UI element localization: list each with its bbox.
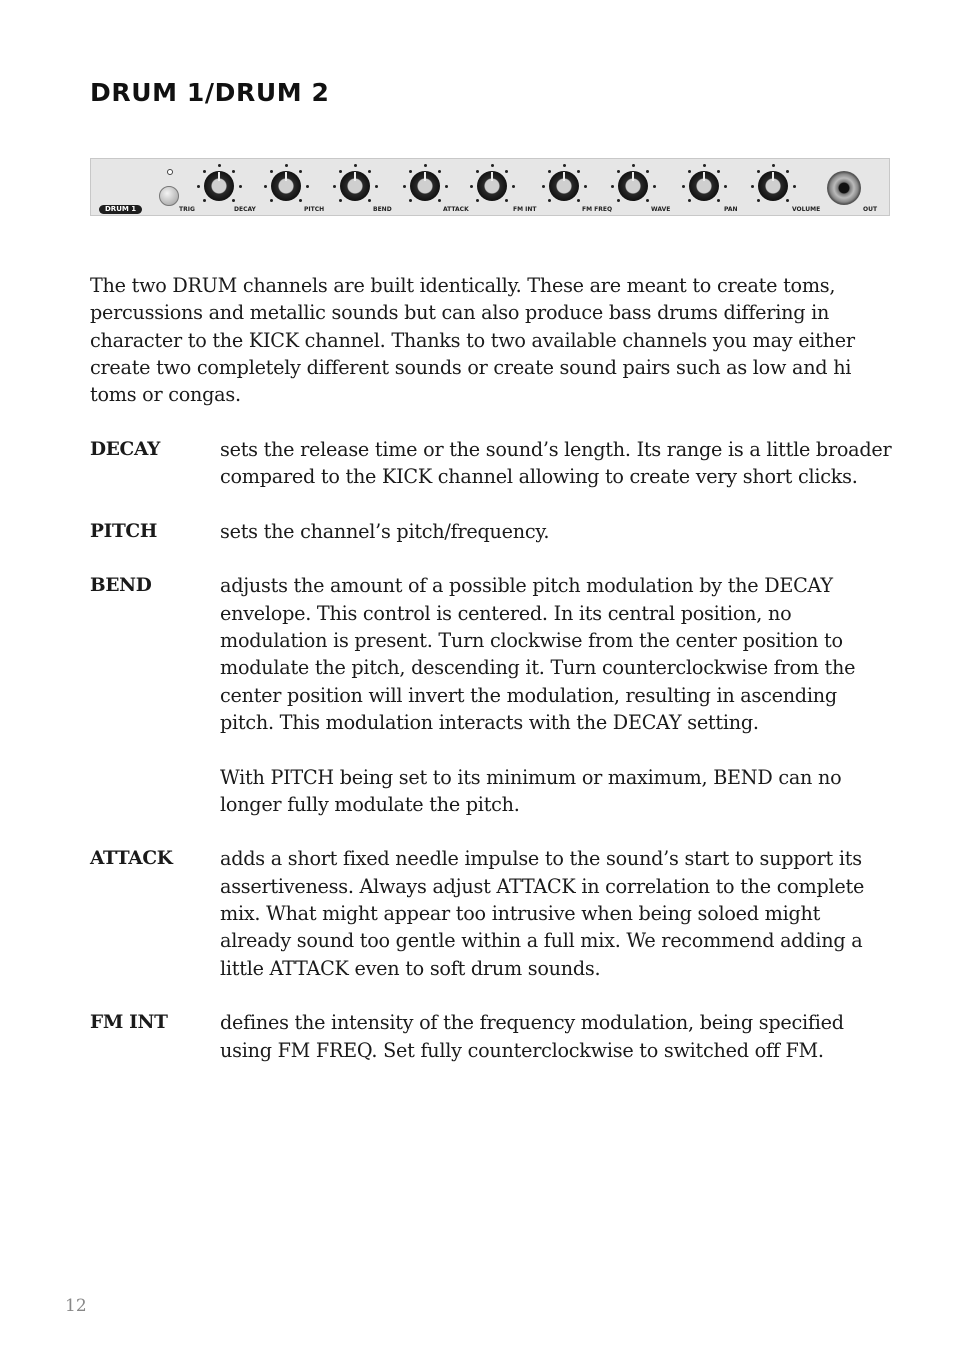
scale-dot: [476, 170, 479, 173]
scale-dot: [505, 199, 508, 202]
scale-dot: [438, 199, 441, 202]
pan-knob-icon: [689, 171, 719, 201]
scale-dot: [617, 170, 620, 173]
control-label-volume: VOLUME: [792, 206, 821, 213]
scale-dot: [470, 185, 473, 188]
scale-dot: [354, 164, 357, 167]
fm-int-knob-icon: [477, 171, 507, 201]
attack-knob-icon: [410, 171, 440, 201]
decay-knob-icon: [204, 171, 234, 201]
scale-dot: [632, 164, 635, 167]
control-label-bend: BEND: [373, 206, 392, 213]
scale-dot: [299, 199, 302, 202]
definition-term: ATTACK: [90, 848, 173, 870]
definition-list: [90, 436, 892, 1064]
scale-dot: [548, 199, 551, 202]
scale-dot: [688, 199, 691, 202]
control-label-decay: DECAY: [234, 206, 256, 213]
scale-dot: [577, 170, 580, 173]
scale-dot: [368, 199, 371, 202]
scale-dot: [653, 185, 656, 188]
wave-knob-icon: [618, 171, 648, 201]
scale-dot: [232, 199, 235, 202]
scale-dot: [577, 199, 580, 202]
scale-dot: [772, 164, 775, 167]
scale-dot: [548, 170, 551, 173]
scale-dot: [409, 170, 412, 173]
scale-dot: [203, 170, 206, 173]
scale-dot: [563, 164, 566, 167]
scale-dot: [239, 185, 242, 188]
scale-dot: [491, 164, 494, 167]
scale-dot: [611, 185, 614, 188]
definition-note: With PITCH being set to its minimum or maximum, BEND can no longer fully modulate the pitch.: [220, 765, 842, 816]
definition-text: adds a short fixed needle impulse to the sound’s start to support its assertiveness. Always adjust ATTACK in correlation to the complete mix. What might appear too intrusive when being soloed might already sound too gentle within a full mix. We recommend adding a little ATTACK even to soft drum sounds.: [220, 847, 865, 980]
led-icon: [167, 169, 173, 175]
definition-text: sets the channel’s pitch/frequency.: [220, 519, 550, 543]
definition-term: PITCH: [90, 520, 158, 542]
scale-dot: [646, 199, 649, 202]
scale-dot: [505, 170, 508, 173]
scale-dot: [584, 185, 587, 188]
intro-paragraph: The two DRUM channels are built identically. These are meant to create toms, percussions and metallic sounds but can also produce bass drums differing in character to the KICK channel. Thanks to two available channels you may either create two completely different sounds or create sound pairs such as low and hi toms or congas.: [90, 274, 855, 407]
definition-term: BEND: [90, 575, 152, 597]
control-label-fm-int: FM INT: [513, 206, 537, 213]
definition-text: sets the release time or the sound’s length. Its range is a little broader compared to the KICK channel allowing to create very short clicks.: [220, 438, 892, 489]
definition-bend: [90, 572, 892, 818]
scale-dot: [403, 185, 406, 188]
page-number: 12: [65, 1296, 87, 1316]
control-label-out: OUT: [863, 206, 878, 213]
definition-pitch: [90, 518, 892, 545]
volume-knob-icon: [758, 171, 788, 201]
definition-attack: [90, 845, 892, 981]
scale-dot: [333, 185, 336, 188]
control-label-trig: TRIG: [179, 206, 195, 213]
scale-dot: [786, 199, 789, 202]
scale-dot: [438, 170, 441, 173]
definition-term: FM INT: [90, 1012, 168, 1034]
scale-dot: [270, 199, 273, 202]
bend-knob-icon: [340, 171, 370, 201]
scale-dot: [724, 185, 727, 188]
scale-dot: [299, 170, 302, 173]
scale-dot: [757, 170, 760, 173]
scale-dot: [682, 185, 685, 188]
definition-text: adjusts the amount of a possible pitch modulation by the DECAY envelope. This control is centered. In its central position, no modulation is present. Turn clockwise from the center position to modulate the pitch, descending it. Turn counterclockwise from the center position will invert the modulation, resulting in ascending pitch. This modulation interacts with the DECAY setting.: [220, 574, 856, 734]
page-title: DRUM 1/DRUM 2: [90, 78, 330, 107]
control-label-pitch: PITCH: [304, 206, 325, 213]
scale-dot: [703, 164, 706, 167]
scale-dot: [375, 185, 378, 188]
scale-dot: [688, 170, 691, 173]
panel-label: DRUM 1: [99, 205, 142, 214]
drum-panel-illustration: [90, 158, 890, 216]
output-jack-icon: [827, 171, 861, 205]
scale-dot: [751, 185, 754, 188]
scale-dot: [424, 164, 427, 167]
scale-dot: [339, 170, 342, 173]
scale-dot: [264, 185, 267, 188]
scale-dot: [339, 199, 342, 202]
scale-dot: [203, 199, 206, 202]
scale-dot: [197, 185, 200, 188]
scale-dot: [793, 185, 796, 188]
definition-decay: [90, 436, 892, 491]
scale-dot: [786, 170, 789, 173]
scale-dot: [717, 170, 720, 173]
scale-dot: [285, 164, 288, 167]
trig-button: [159, 186, 179, 206]
scale-dot: [646, 170, 649, 173]
definition-fm-int: [90, 1009, 892, 1064]
control-label-pan: PAN: [724, 206, 738, 213]
scale-dot: [476, 199, 479, 202]
control-label-attack: ATTACK: [443, 206, 469, 213]
scale-dot: [757, 199, 760, 202]
scale-dot: [542, 185, 545, 188]
definition-text: defines the intensity of the frequency modulation, being specified using FM FREQ. Set fully counterclockwise to switched off FM.: [220, 1011, 844, 1062]
scale-dot: [270, 170, 273, 173]
control-label-wave: WAVE: [651, 206, 671, 213]
scale-dot: [445, 185, 448, 188]
scale-dot: [306, 185, 309, 188]
scale-dot: [218, 164, 221, 167]
scale-dot: [232, 170, 235, 173]
scale-dot: [512, 185, 515, 188]
scale-dot: [409, 199, 412, 202]
control-label-fm-freq: FM FREQ: [582, 206, 613, 213]
scale-dot: [717, 199, 720, 202]
scale-dot: [617, 199, 620, 202]
fm-freq-knob-icon: [549, 171, 579, 201]
pitch-knob-icon: [271, 171, 301, 201]
scale-dot: [368, 170, 371, 173]
definition-term: DECAY: [90, 439, 161, 460]
